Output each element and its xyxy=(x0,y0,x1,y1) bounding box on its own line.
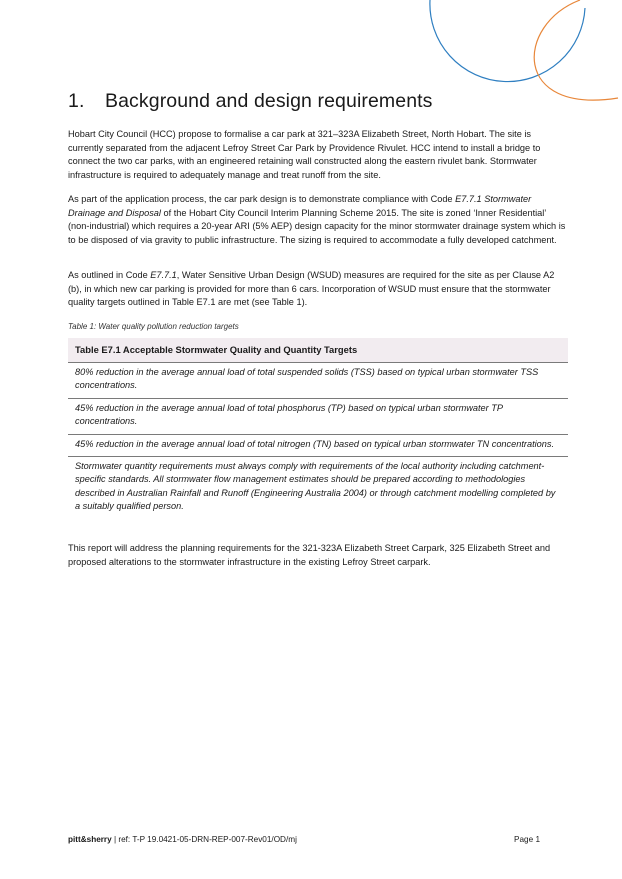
paragraph-wsud-text-end: , Water Sensitive Urban Design (WSUD) measures are required for the site as per Clause A2 (b), in which new car parking is provided for more than 6 cars. Incorporation of WSUD must ensure that the stormwater quality targets outlined in Table E7.1 are met (see Table 1). xyxy=(68,270,555,308)
table-caption: Table 1: Water quality pollution reduction targets xyxy=(68,322,239,331)
paragraph-scope: This report will address the planning requirements for the 321-323A Elizabeth Street Carpark, 325 Elizabeth Street and proposed alterations to the stormwater infrastructure in the existing Lefroy Street carpark. xyxy=(68,543,551,567)
table-row xyxy=(68,434,568,456)
page-footer xyxy=(68,835,540,844)
table-header-row xyxy=(68,338,568,363)
table-cell: Stormwater quantity requirements must always comply with requirements of the local authority including catchment-specific standards. All stormwater flow management estimates should be prepared according to methodologies described in Australian Rainfall and Runoff (Engineering Australia 2004) or through catchment modelling completed by a suitably qualified person. xyxy=(75,461,556,512)
section-heading xyxy=(68,90,433,113)
table-row xyxy=(68,398,568,434)
footer-ref-text: | ref: T-P 19.0421-05-DRN-REP-007-Rev01/OD/mj xyxy=(111,835,297,844)
table-row xyxy=(68,457,568,522)
footer-reference xyxy=(68,835,297,844)
targets-table xyxy=(68,338,568,522)
paragraph-wsud-text-start: As outlined in Code xyxy=(68,270,151,280)
code-reference: E7.7.1 xyxy=(150,270,177,280)
table-cell: 45% reduction in the average annual load of total nitrogen (TN) based on typical urban stormwater TN concentrations. xyxy=(68,434,568,456)
paragraph-background: Hobart City Council (HCC) propose to formalise a car park at 321–323A Elizabeth Street, North Hobart. The site is currently separated from the adjacent Lefroy Street Car Park by Providence Rivulet. HCC intend to install a bridge to connect the two car parks, with an engineered retaining wall constructed along the eastern rivulet bank. Stormwater infrastructure is required to adequately manage and treat runoff from the site. xyxy=(68,129,541,180)
paragraph-compliance-text-start: As part of the application process, the car park design is to demonstrate compliance with Code xyxy=(68,194,456,204)
code-reference: E7.7.1 Stormwater Drainage and Disposal xyxy=(68,194,532,218)
paragraph-compliance xyxy=(68,193,567,247)
paragraph-wsud xyxy=(68,269,567,310)
section-title: Background and design requirements xyxy=(105,90,433,112)
footer-brand: pitt&sherry xyxy=(68,835,112,844)
table-cell: 45% reduction in the average annual load of total phosphorus (TP) based on typical urban stormwater TP concentrations. xyxy=(68,398,568,434)
table-header: Table E7.1 Acceptable Stormwater Quality and Quantity Targets xyxy=(68,338,568,363)
table-row xyxy=(68,363,568,399)
orange-arc xyxy=(534,0,618,100)
paragraph-compliance-text-end: of the Hobart City Council Interim Planning Scheme 2015. The site is zoned ‘Inner Residential’ (non-industrial) which requires a 20-year ARI (5% AEP) design capacity for the minor stormwater drainage system which is to be disposed of via gravity to public infrastructure. The sizing is required to accommodate a fully developed catchment. xyxy=(68,207,566,245)
blue-arc xyxy=(430,0,585,82)
section-number: 1. xyxy=(68,90,85,112)
page-number: Page 1 xyxy=(514,835,540,844)
table-cell: 80% reduction in the average annual load of total suspended solids (TSS) based on typical urban stormwater TSS concentrations. xyxy=(68,363,568,399)
